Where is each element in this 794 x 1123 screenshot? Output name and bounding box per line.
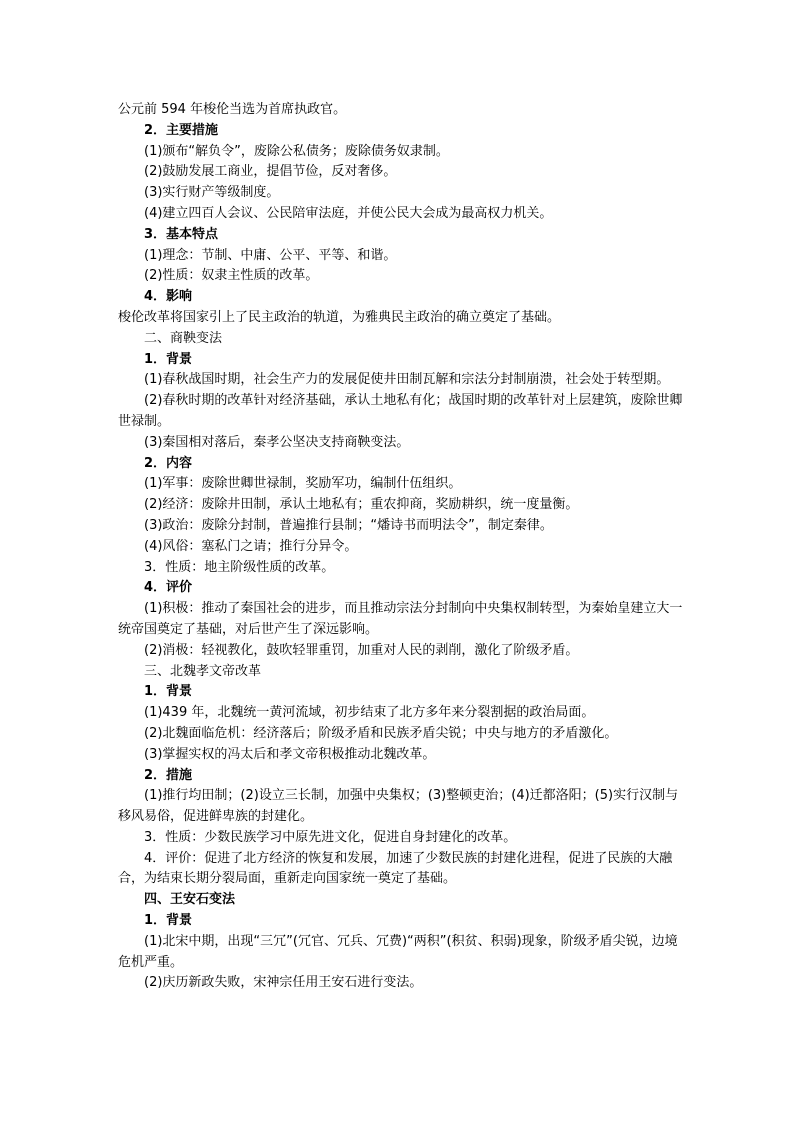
text-line: (3)实行财产等级制度。 bbox=[144, 185, 280, 201]
text-line: 3．性质：少数民族学习中原先进文化，促进自身封建化的改革。 bbox=[144, 829, 517, 845]
text-line: (2)经济：废除井田制，承认土地私有；重农抑商，奖励耕织，统一度量衡。 bbox=[144, 497, 579, 513]
text-line: (4)建立四百人会议、公民陪审法庭，并使公民大会成为最高权力机关。 bbox=[144, 205, 553, 221]
text-line: (2)春秋时期的改革针对经济基础，承认土地私有化；战国时期的改革针对上层建筑，废除世卿世禄制。 bbox=[118, 393, 683, 429]
text-line: 2．措施 bbox=[144, 767, 193, 783]
text-line: (2)鼓励发展工商业，提倡节俭，反对奢侈。 bbox=[144, 164, 397, 180]
text-line: (3)政治：废除分封制，普遍推行县制；“燔诗书而明法令”，制定秦律。 bbox=[144, 517, 553, 533]
text-line: 4．评价：促进了北方经济的恢复和发展，加速了少数民族的封建化进程，促进了民族的大融合，为结束长期分裂局面，重新走向国家统一奠定了基础。 bbox=[118, 850, 673, 887]
text-line: 3．性质：地主阶级性质的改革。 bbox=[144, 559, 335, 575]
text-line: (3)秦国相对落后，秦孝公坚决支持商鞅变法。 bbox=[144, 434, 410, 450]
text-line: 2．主要措施 bbox=[144, 122, 219, 138]
text-line: 1．背景 bbox=[144, 913, 193, 929]
text-line: (2)消极：轻视教化，鼓吹轻罪重罚，加重对人民的剥削，激化了阶级矛盾。 bbox=[144, 642, 579, 658]
text-line: 3．基本特点 bbox=[144, 226, 219, 242]
text-line: 三、北魏孝文帝改革 bbox=[144, 663, 262, 679]
text-line: (1)北宋中期，出现“三冗”(冗官、冗兵、冗费)“两积”(积贫、积弱)现象，阶级矛盾尖锐，边境危机严重。 bbox=[118, 933, 678, 970]
text-line: 四、王安石变法 bbox=[144, 892, 236, 908]
text-line: (4)风俗：塞私门之请；推行分异令。 bbox=[144, 538, 358, 554]
text-line: 1．背景 bbox=[144, 684, 193, 700]
text-line: (1)推行均田制；(2)设立三长制，加强中央集权；(3)整顿吏治；(4)迁都洛阳；(5)实行汉制与移风易俗，促进鲜卑族的封建化。 bbox=[118, 788, 679, 825]
text-line: (1)理念：节制、中庸、公平、平等、和谐。 bbox=[144, 247, 397, 263]
text-line: 公元前 594 年梭伦当选为首席执政官。 bbox=[118, 102, 347, 117]
text-line: (2)北魏面临危机：经济落后；阶级矛盾和民族矛盾尖锐；中央与地方的矛盾激化。 bbox=[144, 725, 618, 741]
text-line: (1)军事：废除世卿世禄制，奖励军功，编制什伍组织。 bbox=[144, 476, 462, 492]
text-line: (1)积极：推动了秦国社会的进步，而且推动宗法分封制向中央集权制转型，为秦始皇建立大一统帝国奠定了基础，对后世产生了深远影响。 bbox=[118, 601, 683, 637]
document-body bbox=[118, 100, 688, 994]
text-line: (1)春秋战国时期，社会生产力的发展促使井田制瓦解和宗法分封制崩溃，社会处于转型期。 bbox=[144, 372, 670, 388]
text-line: (1)颁布“解负令”，废除公私债务；废除债务奴隶制。 bbox=[144, 143, 449, 159]
text-line: 1．背景 bbox=[144, 351, 193, 367]
text-line: (3)掌握实权的冯太后和孝文帝积极推动北魏改革。 bbox=[144, 746, 436, 762]
text-line: (2)庆历新政失败，宋神宗任用王安石进行变法。 bbox=[144, 975, 423, 991]
text-line: 4．评价 bbox=[144, 580, 193, 596]
text-line: 4．影响 bbox=[144, 289, 193, 305]
text-line: (1)439 年，北魏统一黄河流域，初步结束了北方多年来分裂割据的政治局面。 bbox=[144, 705, 595, 721]
text-line: (2)性质：奴隶主性质的改革。 bbox=[144, 268, 319, 284]
text-line: 2．内容 bbox=[144, 455, 193, 471]
text-line: 二、商鞅变法 bbox=[144, 330, 223, 346]
text-line: 梭伦改革将国家引上了民主政治的轨道，为雅典民主政治的确立奠定了基础。 bbox=[118, 309, 561, 325]
